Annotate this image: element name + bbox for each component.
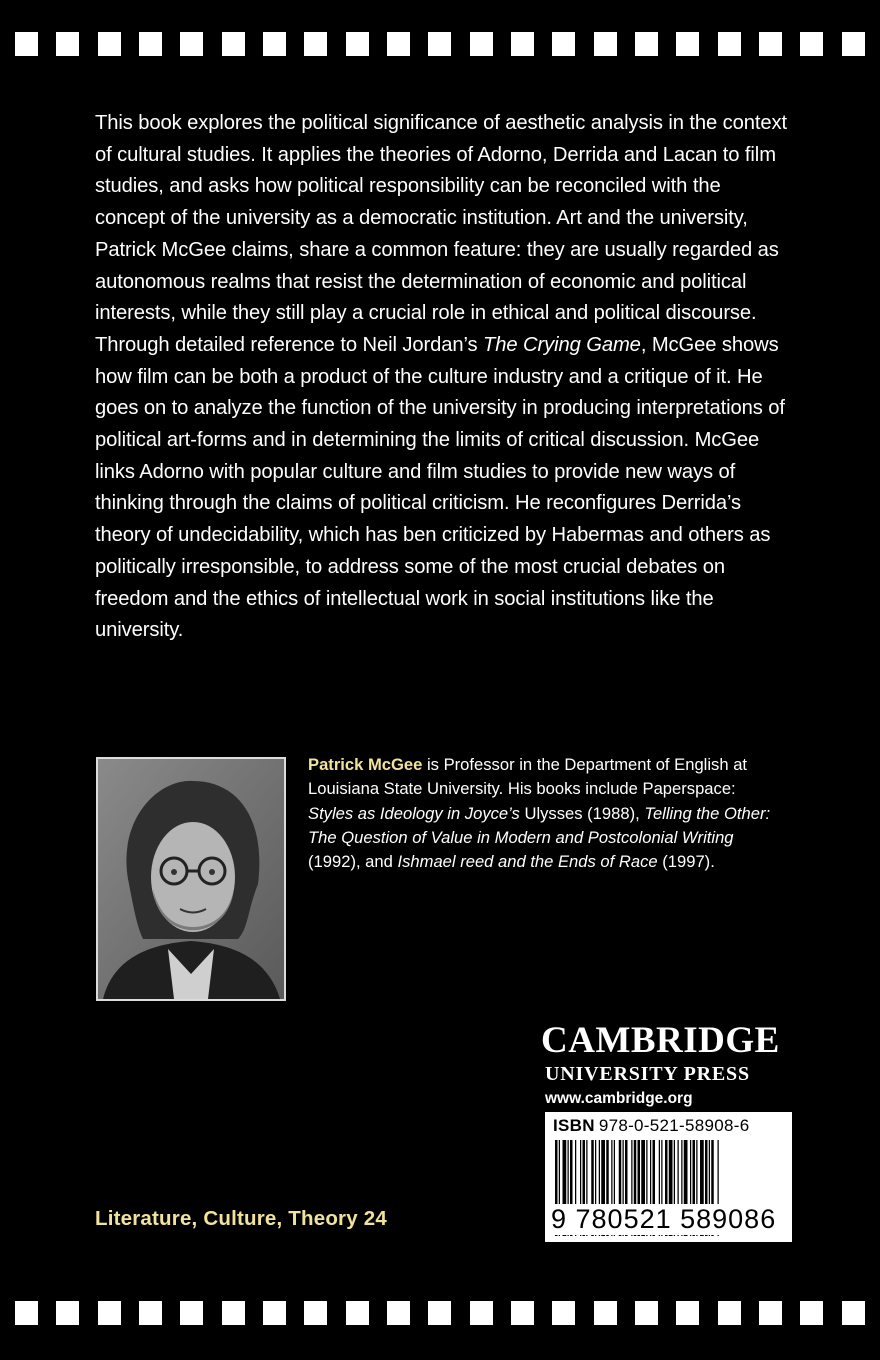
- publisher-url[interactable]: www.cambridge.org: [545, 1090, 693, 1107]
- sprocket-hole: [759, 32, 782, 56]
- book-description: [95, 108, 795, 647]
- author-name: Patrick McGee: [308, 755, 423, 774]
- sprocket-hole: [800, 32, 823, 56]
- publisher-logo: [541, 1020, 793, 1110]
- sprocket-hole: [718, 32, 741, 56]
- film-strip-top: [0, 32, 880, 56]
- isbn-barcode: [545, 1112, 792, 1242]
- book-1-rest: Ulysses (1988),: [519, 803, 645, 823]
- sprocket-hole: [139, 1301, 162, 1325]
- sprocket-hole: [552, 1301, 575, 1325]
- book-3-rest: (1997).: [657, 852, 715, 872]
- sprocket-hole: [180, 32, 203, 56]
- sprocket-hole: [304, 32, 327, 56]
- sprocket-hole: [263, 32, 286, 56]
- bio-intro: is Professor in the Department of English at Louisiana State University. His books include Paperspace:: [308, 755, 748, 799]
- sprocket-hole: [56, 32, 79, 56]
- sprocket-hole: [98, 1301, 121, 1325]
- sprocket-hole: [387, 32, 410, 56]
- sprocket-hole: [15, 1301, 38, 1325]
- sprocket-hole: [718, 1301, 741, 1325]
- author-portrait-icon: [98, 759, 284, 999]
- sprocket-hole: [15, 32, 38, 56]
- publisher-name: CAMBRIDGE: [541, 1020, 780, 1061]
- sprocket-hole: [594, 1301, 617, 1325]
- sprocket-hole: [759, 1301, 782, 1325]
- sprocket-hole: [676, 32, 699, 56]
- sprocket-hole: [552, 32, 575, 56]
- sprocket-hole: [139, 32, 162, 56]
- sprocket-hole: [800, 1301, 823, 1325]
- sprocket-hole: [180, 1301, 203, 1325]
- sprocket-hole: [56, 1301, 79, 1325]
- sprocket-hole: [842, 1301, 865, 1325]
- isbn-number: 978-0-521-58908-6: [598, 1116, 750, 1135]
- sprocket-hole: [428, 32, 451, 56]
- sprocket-hole: [387, 1301, 410, 1325]
- series-title: Literature, Culture, Theory 24: [95, 1207, 387, 1230]
- sprocket-hole: [635, 1301, 658, 1325]
- sprocket-hole: [222, 1301, 245, 1325]
- isbn-label: ISBN: [553, 1116, 595, 1135]
- description-part-2: , McGee shows how film can be both a product of the culture industry and a critique of it. He goes on to analyze the function of the university in producing interpretations of political art-forms and in determining the limits of critical discussion. McGee links Adorno with popular culture and film studies to provide new ways of thinking through the claims of political criticism. He reconfigures Derrida’s theory of undecidability, which has ben criticized by Habermas and others as politically irresponsible, to address some of the most crucial debates on freedom and the ethics of intellectual work in social institutions like the university.: [95, 333, 785, 642]
- sprocket-hole: [98, 32, 121, 56]
- film-strip-bottom: [0, 1301, 880, 1325]
- author-bio: [308, 753, 778, 874]
- book-title-2: Telling the Other: The Question of Value in Modern and Postcolonial Writing: [308, 803, 771, 847]
- sprocket-hole: [594, 32, 617, 56]
- book-2-rest: (1992), and: [308, 852, 398, 872]
- sprocket-hole: [222, 32, 245, 56]
- sprocket-hole: [346, 1301, 369, 1325]
- sprocket-hole: [511, 32, 534, 56]
- sprocket-hole: [842, 32, 865, 56]
- sprocket-hole: [346, 32, 369, 56]
- publisher-press: UNIVERSITY PRESS: [545, 1063, 750, 1085]
- book-title-1: Styles as Ideology in Joyce’s: [308, 803, 520, 823]
- sprocket-hole: [676, 1301, 699, 1325]
- book-title-3: Ishmael reed and the Ends of Race: [397, 852, 658, 872]
- sprocket-hole: [428, 1301, 451, 1325]
- film-title: The Crying Game: [483, 333, 641, 356]
- sprocket-hole: [470, 1301, 493, 1325]
- description-part-1: This book explores the political significance of aesthetic analysis in the context of cultural studies. It applies the theories of Adorno, Derrida and Lacan to film studies, and asks how political responsibility can be reconciled with the concept of the university as a democratic institution. Art and the university, Patrick McGee claims, share a common feature: they are usually regarded as autonomous realms that resist the determination of economic and political interests, while they still play a crucial role in ethical and political discourse. Through detailed reference to Neil Jordan’s: [95, 112, 788, 356]
- sprocket-hole: [635, 32, 658, 56]
- sprocket-hole: [511, 1301, 534, 1325]
- sprocket-hole: [304, 1301, 327, 1325]
- author-photo: [96, 757, 286, 1001]
- barcode-digits: 9 780521 589086: [551, 1204, 777, 1234]
- sprocket-hole: [470, 32, 493, 56]
- isbn-line: [553, 1116, 784, 1136]
- sprocket-hole: [263, 1301, 286, 1325]
